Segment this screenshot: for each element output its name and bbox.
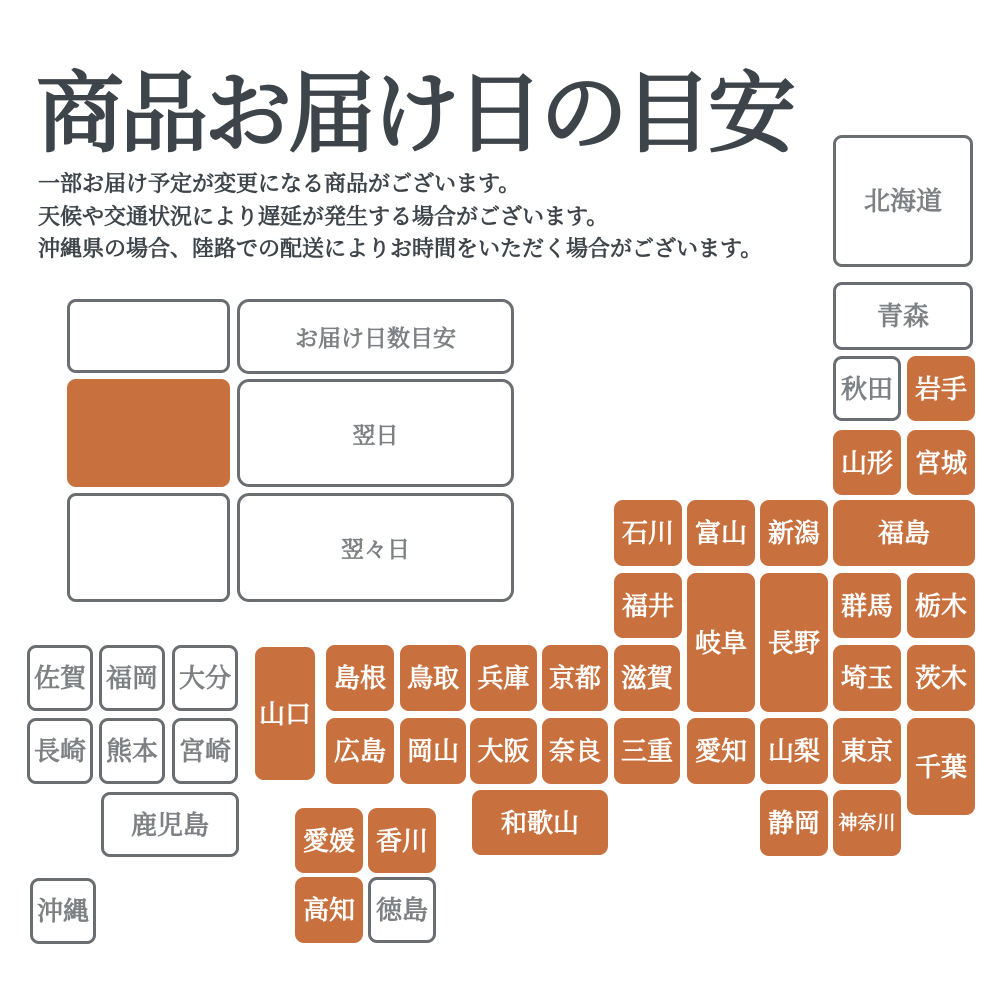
pref-label-hyogo: 兵庫	[477, 663, 530, 693]
pref-label-fukui: 福井	[621, 590, 674, 621]
pref-box-gifu	[687, 573, 755, 712]
pref-label-miyazaki: 宮崎	[178, 736, 231, 766]
legend-swatch-next-day	[67, 379, 230, 487]
delivery-notes	[38, 168, 762, 266]
pref-box-nagasaki	[27, 718, 93, 784]
pref-label-shimane: 島根	[333, 663, 386, 693]
pref-label-yamaguchi: 山口	[258, 698, 311, 729]
pref-box-tottori	[400, 645, 466, 711]
pref-box-niigata	[760, 500, 828, 566]
pref-box-kochi	[295, 877, 363, 943]
pref-box-kagoshima	[101, 792, 239, 857]
pref-label-okayama: 岡山	[406, 736, 459, 766]
pref-box-aichi	[687, 718, 755, 784]
pref-box-shizuoka	[760, 790, 828, 856]
pref-box-gunma	[833, 573, 901, 638]
pref-label-iwate: 岩手	[914, 373, 967, 404]
pref-label-nara: 奈良	[548, 736, 601, 766]
pref-box-wakayama	[472, 790, 608, 855]
pref-box-fukui	[614, 573, 682, 638]
pref-label-gunma: 群馬	[840, 590, 893, 621]
pref-label-chiba: 千葉	[914, 751, 967, 782]
pref-box-hyogo	[470, 645, 537, 711]
pref-box-yamanashi	[760, 718, 828, 784]
pref-label-oita: 大分	[178, 663, 231, 693]
legend-next-day-label: 翌日	[237, 379, 514, 487]
pref-box-kagawa	[368, 808, 436, 873]
pref-label-gifu: 岐阜	[694, 627, 747, 658]
pref-box-saga	[27, 645, 93, 711]
pref-label-ishikawa: 石川	[621, 518, 674, 548]
pref-label-wakayama: 和歌山	[500, 807, 579, 838]
pref-box-ishikawa	[614, 500, 682, 566]
pref-label-tokyo: 東京	[840, 736, 893, 766]
pref-label-osaka: 大阪	[477, 736, 530, 766]
pref-box-kyoto	[542, 645, 608, 711]
page-title: 商品お届け日の目安	[36, 64, 793, 163]
pref-box-hiroshima	[326, 718, 394, 784]
pref-label-ibaraki: 茨木	[914, 663, 967, 693]
pref-box-oita	[172, 645, 238, 711]
pref-box-saitama	[833, 645, 901, 711]
pref-label-shizuoka: 静岡	[767, 808, 820, 838]
pref-box-toyama	[687, 500, 755, 566]
legend-header-label: お届け日数目安	[237, 299, 514, 374]
pref-label-aichi: 愛知	[694, 736, 747, 766]
pref-box-akita	[833, 356, 901, 421]
pref-box-kumamoto	[99, 718, 165, 784]
note-line-3: 沖縄県の場合、陸路での配送によりお時間をいただく場合がございます。	[38, 236, 763, 261]
pref-box-miyazaki	[172, 718, 238, 784]
pref-label-nagasaki: 長崎	[33, 736, 86, 766]
pref-box-yamaguchi	[255, 647, 315, 780]
pref-box-aomori	[833, 282, 973, 350]
legend-swatch-two-days	[67, 493, 230, 602]
pref-label-yamanashi: 山梨	[767, 736, 820, 766]
pref-box-okinawa	[30, 878, 96, 944]
pref-box-kanagawa	[833, 790, 901, 856]
pref-box-chiba	[907, 718, 975, 815]
pref-label-miyagi: 宮城	[914, 447, 967, 478]
pref-box-tochigi	[907, 573, 975, 638]
pref-label-hiroshima: 広島	[333, 736, 386, 766]
pref-box-miyagi	[907, 430, 975, 495]
pref-label-kumamoto: 熊本	[105, 736, 158, 766]
pref-box-shiga	[614, 645, 680, 711]
pref-label-toyama: 富山	[694, 518, 747, 548]
legend-two-days-label: 翌々日	[237, 493, 514, 602]
pref-label-akita: 秋田	[840, 373, 893, 404]
note-line-1: 一部お届け予定が変更になる商品がございます。	[38, 171, 521, 196]
pref-label-mie: 三重	[620, 736, 673, 766]
pref-label-kyoto: 京都	[548, 663, 601, 693]
pref-label-yamagata: 山形	[840, 447, 893, 478]
note-line-2: 天候や交通状況により遅延が発生する場合がございます。	[38, 203, 609, 229]
pref-box-fukuoka	[99, 645, 165, 711]
pref-label-kagawa: 香川	[375, 825, 428, 856]
pref-box-nagano	[760, 573, 828, 712]
pref-box-yamagata	[833, 430, 901, 495]
pref-label-fukushima: 福島	[877, 518, 930, 548]
pref-box-ehime	[295, 808, 363, 873]
pref-box-tokyo	[833, 718, 901, 784]
pref-label-shiga: 滋賀	[620, 663, 673, 693]
pref-label-hokkaido: 北海道	[863, 186, 942, 216]
pref-label-saitama: 埼玉	[840, 663, 893, 693]
pref-label-ehime: 愛媛	[302, 825, 355, 856]
pref-box-nara	[542, 718, 608, 784]
pref-label-kanagawa: 神奈川	[838, 812, 896, 834]
pref-box-mie	[614, 718, 680, 784]
pref-label-saga: 佐賀	[33, 663, 86, 693]
pref-box-osaka	[470, 718, 537, 784]
pref-box-tokushima	[368, 877, 436, 943]
pref-label-kochi: 高知	[302, 895, 355, 925]
pref-label-nagano: 長野	[767, 627, 820, 658]
pref-label-tochigi: 栃木	[914, 590, 967, 621]
pref-box-hokkaido	[833, 135, 973, 267]
pref-label-fukuoka: 福岡	[105, 663, 158, 693]
pref-box-okayama	[400, 718, 466, 784]
pref-label-okinawa: 沖縄	[36, 896, 89, 926]
pref-label-niigata: 新潟	[767, 518, 820, 548]
pref-box-iwate	[907, 356, 975, 421]
pref-label-aomori: 青森	[876, 301, 929, 331]
legend-swatch-header	[67, 299, 230, 373]
pref-label-kagoshima: 鹿児島	[130, 809, 209, 840]
pref-box-fukushima	[833, 500, 975, 566]
pref-box-shimane	[326, 645, 394, 711]
pref-label-tottori: 鳥取	[406, 663, 459, 693]
pref-box-ibaraki	[907, 645, 975, 711]
pref-label-tokushima: 徳島	[375, 895, 428, 925]
